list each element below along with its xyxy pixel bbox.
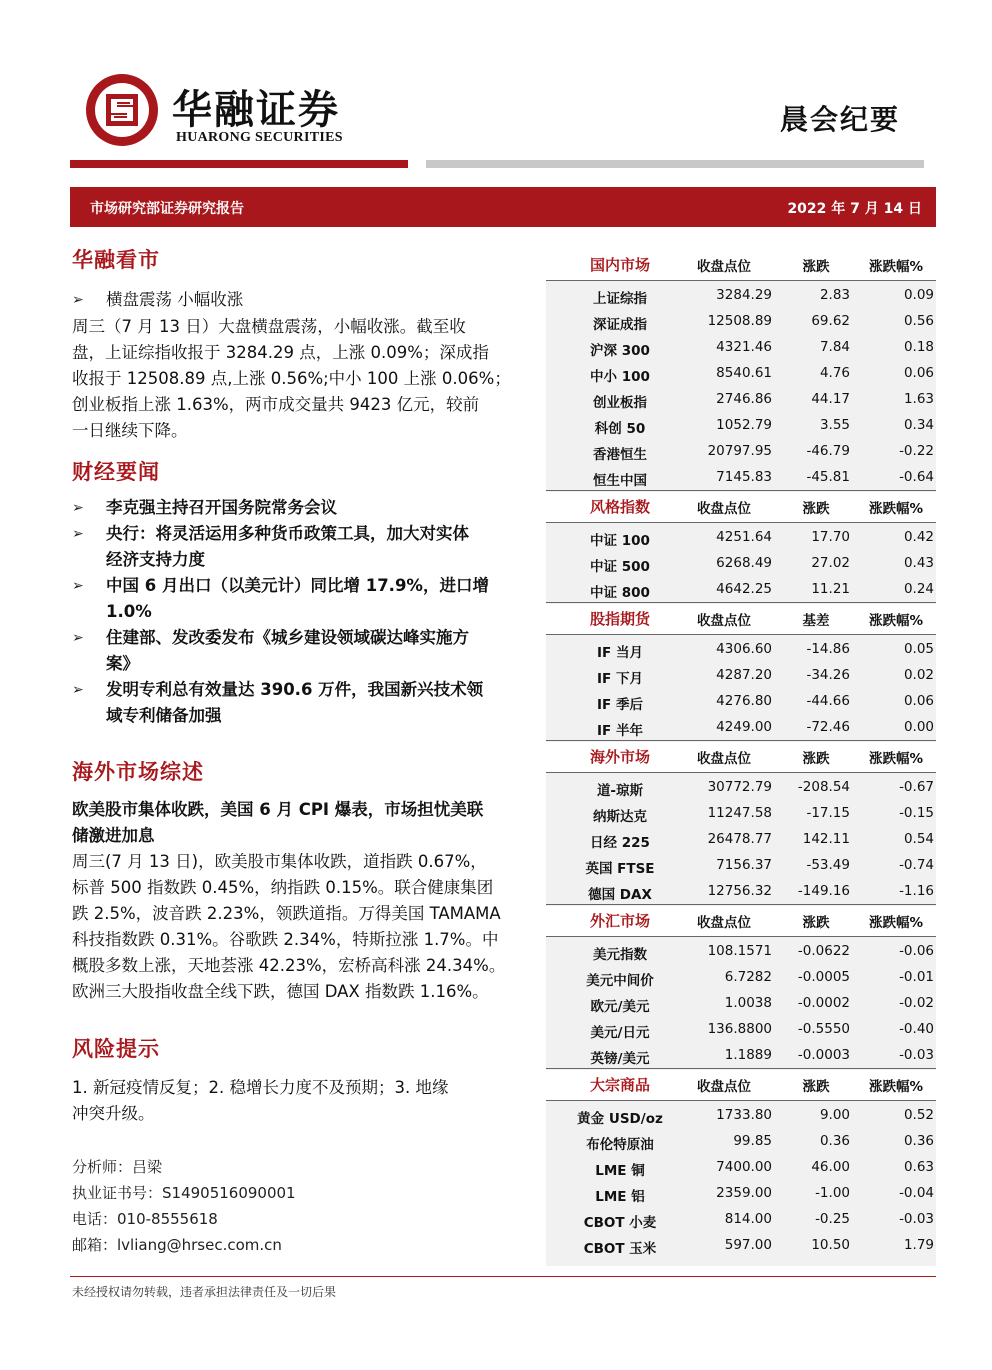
row-value: 0.34 — [903, 417, 934, 433]
table-section-header — [546, 250, 936, 280]
table-separator — [546, 522, 936, 523]
analyst-phone: 电话：010-8555618 — [72, 1210, 218, 1228]
row-value: -45.81 — [806, 469, 850, 485]
table-column-header: 基差 — [802, 613, 830, 629]
table-separator — [546, 602, 936, 603]
row-value: 7145.83 — [716, 469, 772, 485]
row-label: IF 下月 — [597, 671, 643, 687]
report-type: 晨会纪要 — [780, 103, 901, 136]
text-line: 收报于 12508.89 点,上涨 0.56%;中小 100 上涨 0.06%； — [72, 369, 511, 388]
row-value: 142.11 — [802, 831, 850, 847]
row-label: 上证综指 — [593, 291, 647, 307]
row-value: -149.16 — [797, 883, 850, 899]
text-line: 发明专利总有效量达 390.6 万件，我国新兴技术领 — [106, 680, 484, 699]
table-row — [546, 662, 936, 688]
banner-department: 市场研究部证券研究报告 — [90, 201, 244, 217]
row-label: IF 季后 — [597, 697, 643, 713]
text-line: 跌 2.5%，波音跌 2.23%，领跌道指。万得美国 TAMAMA — [72, 904, 501, 923]
row-value: -208.54 — [797, 779, 850, 795]
table-row — [546, 1206, 936, 1232]
row-value: -0.04 — [899, 1185, 934, 1201]
table-row — [546, 464, 936, 490]
row-label: 中证 800 — [590, 585, 650, 601]
row-label: 道-琼斯 — [596, 783, 644, 799]
table-row — [546, 636, 936, 662]
table-section-header — [546, 604, 936, 634]
row-value: -0.0002 — [797, 995, 850, 1011]
table-column-header: 涨跌幅% — [868, 501, 924, 517]
text-line: 1. 新冠疫情反复；2. 稳增长力度不及预期；3. 地缘 — [72, 1078, 449, 1097]
table-row — [546, 524, 936, 550]
row-value: 4287.20 — [716, 667, 772, 683]
row-value: -1.00 — [815, 1185, 850, 1201]
table-section-header — [546, 492, 936, 522]
row-value: 0.24 — [903, 581, 934, 597]
text-line: 经济支持力度 — [106, 550, 205, 569]
table-row — [546, 282, 936, 308]
table-separator — [546, 490, 936, 491]
row-value: 0.06 — [903, 693, 934, 709]
text-line: 一日继续下降。 — [72, 421, 188, 440]
row-value: 1052.79 — [716, 417, 772, 433]
row-value: -0.0005 — [797, 969, 850, 985]
row-value: 11.21 — [811, 581, 850, 597]
row-value: 108.1571 — [707, 943, 772, 959]
table-section-header — [546, 906, 936, 936]
header-divider-gray — [426, 160, 924, 168]
table-section-title: 外汇市场 — [589, 912, 650, 930]
row-value: 597.00 — [724, 1237, 772, 1253]
table-separator — [546, 1068, 936, 1069]
row-value: -0.0003 — [797, 1047, 850, 1063]
table-section-title: 股指期货 — [589, 610, 650, 628]
row-value: 2746.86 — [716, 391, 772, 407]
analyst-email: 邮箱：lvliang@hrsec.com.cn — [72, 1236, 282, 1254]
row-value: 1.0038 — [724, 995, 772, 1011]
row-value: 0.42 — [903, 529, 934, 545]
text-line: 盘，上证综指收报于 3284.29 点，上涨 0.09%；深成指 — [72, 343, 489, 362]
text-line: 概股多数上涨，天地荟涨 42.23%，宏桥高科涨 24.34%。 — [72, 956, 506, 975]
row-value: 8540.61 — [716, 365, 772, 381]
row-value: 9.00 — [819, 1107, 850, 1123]
row-value: -0.03 — [899, 1211, 934, 1227]
row-value: -0.25 — [815, 1211, 850, 1227]
row-label: 黄金 USD/oz — [577, 1111, 663, 1127]
row-label: 香港恒生 — [593, 447, 647, 463]
table-column-header: 涨跌幅% — [868, 751, 924, 767]
row-value: 0.43 — [903, 555, 934, 571]
overseas-paragraph — [72, 849, 544, 1005]
row-value: -0.67 — [899, 779, 934, 795]
row-label: 英国 FTSE — [585, 861, 655, 877]
row-value: 0.02 — [903, 667, 934, 683]
row-label: CBOT 小麦 — [583, 1215, 657, 1231]
table-column-header: 涨跌幅% — [868, 259, 924, 275]
brand-name-cn: 华融证券 — [172, 86, 340, 133]
table-row — [546, 964, 936, 990]
row-label: LME 铜 — [595, 1163, 645, 1179]
row-value: 17.70 — [811, 529, 850, 545]
row-label: 欧元/美元 — [590, 999, 650, 1015]
row-value: 0.36 — [903, 1133, 934, 1149]
table-row — [546, 334, 936, 360]
table-row — [546, 550, 936, 576]
table-row — [546, 990, 936, 1016]
arrow-bullet-icon: ➢ — [72, 500, 84, 516]
row-value: 3.55 — [819, 417, 850, 433]
row-value: 0.56 — [903, 313, 934, 329]
table-row — [546, 1154, 936, 1180]
row-label: 美元/日元 — [590, 1025, 650, 1041]
row-value: -0.15 — [899, 805, 934, 821]
table-row — [546, 714, 936, 740]
row-value: 0.05 — [903, 641, 934, 657]
text-line: 李克强主持召开国务院常务会议 — [106, 498, 337, 517]
row-label: 布伦特原油 — [586, 1137, 654, 1153]
row-value: 27.02 — [811, 555, 850, 571]
row-value: 0.00 — [903, 719, 934, 735]
table-column-header: 涨跌 — [802, 1079, 830, 1095]
row-label: 德国 DAX — [588, 887, 652, 903]
table-column-header: 涨跌幅% — [868, 1079, 924, 1095]
table-row — [546, 360, 936, 386]
arrow-bullet-icon: ➢ — [72, 682, 84, 698]
row-label: LME 铝 — [595, 1189, 645, 1205]
row-value: -0.74 — [899, 857, 934, 873]
row-label: CBOT 玉米 — [583, 1241, 657, 1257]
arrow-bullet-icon: ➢ — [72, 630, 84, 646]
text-line: 1.0% — [106, 602, 152, 621]
row-value: -46.79 — [806, 443, 850, 459]
row-value: -72.46 — [806, 719, 850, 735]
row-value: -0.64 — [899, 469, 934, 485]
row-value: 4276.80 — [716, 693, 772, 709]
table-column-header: 涨跌 — [802, 751, 830, 767]
row-label: IF 当月 — [597, 645, 643, 661]
row-value: 30772.79 — [707, 779, 772, 795]
row-value: -0.5550 — [797, 1021, 850, 1037]
analyst-license: 执业证书号：S1490516090001 — [72, 1184, 296, 1202]
row-value: -17.15 — [806, 805, 850, 821]
text-line: 案》 — [106, 654, 139, 673]
row-label: 中证 500 — [590, 559, 650, 575]
table-row — [546, 1016, 936, 1042]
row-value: 69.62 — [811, 313, 850, 329]
market-paragraph — [72, 314, 544, 444]
row-value: 1.79 — [903, 1237, 934, 1253]
header-divider-red — [70, 160, 408, 168]
market-bullet-text: 横盘震荡 小幅收涨 — [106, 290, 244, 309]
row-value: 4249.00 — [716, 719, 772, 735]
row-value: -44.66 — [806, 693, 850, 709]
table-column-header: 涨跌 — [802, 915, 830, 931]
row-label: 英镑/美元 — [590, 1051, 650, 1067]
table-column-header: 收盘点位 — [697, 751, 751, 767]
row-value: -0.22 — [899, 443, 934, 459]
row-value: 99.85 — [733, 1133, 772, 1149]
text-line: 创业板指上涨 1.63%，两市成交量共 9423 亿元，较前 — [72, 395, 480, 414]
row-value: -14.86 — [806, 641, 850, 657]
overseas-headline — [72, 797, 544, 849]
table-column-header: 收盘点位 — [697, 613, 751, 629]
row-label: 日经 225 — [590, 835, 650, 851]
brand-name-en: HUARONG SECURITIES — [176, 130, 343, 145]
news-item — [72, 677, 544, 729]
table-separator — [546, 772, 936, 773]
row-value: -0.0622 — [797, 943, 850, 959]
text-line: 标普 500 指数跌 0.45%，纳指跌 0.15%。联合健康集团 — [72, 878, 494, 897]
row-value: 0.52 — [903, 1107, 934, 1123]
table-row — [546, 1180, 936, 1206]
news-item — [72, 625, 544, 677]
news-item — [72, 521, 544, 573]
row-value: 0.18 — [903, 339, 934, 355]
row-value: 4251.64 — [716, 529, 772, 545]
table-row — [546, 800, 936, 826]
arrow-bullet-icon: ➢ — [72, 578, 84, 594]
row-value: 0.09 — [903, 287, 934, 303]
table-section-title: 国内市场 — [589, 256, 650, 274]
row-value: 4306.60 — [716, 641, 772, 657]
arrow-bullet-icon: ➢ — [72, 292, 84, 308]
text-line: 周三(7 月 13 日)，欧美股市集体收跌，道指跌 0.67%， — [72, 852, 487, 871]
row-label: 中小 100 — [590, 369, 650, 385]
footer-divider — [70, 1276, 936, 1277]
row-value: 20797.95 — [707, 443, 772, 459]
section-title-market: 华融看市 — [72, 247, 160, 272]
risk-paragraph — [72, 1075, 544, 1127]
row-value: 46.00 — [811, 1159, 850, 1175]
row-value: 2359.00 — [716, 1185, 772, 1201]
text-line: 欧洲三大股指收盘全线下跌，德国 DAX 指数跌 1.16%。 — [72, 982, 489, 1001]
table-separator — [546, 904, 936, 905]
row-value: 0.36 — [819, 1133, 850, 1149]
section-title-news: 财经要闻 — [72, 459, 160, 484]
table-column-header: 涨跌 — [802, 259, 830, 275]
row-value: 136.8800 — [707, 1021, 772, 1037]
row-value: -1.16 — [899, 883, 934, 899]
row-value: 0.06 — [903, 365, 934, 381]
table-section-title: 风格指数 — [589, 498, 650, 516]
row-value: 4642.25 — [716, 581, 772, 597]
table-row — [546, 438, 936, 464]
table-separator — [546, 634, 936, 635]
row-value: 1.63 — [903, 391, 934, 407]
row-value: -34.26 — [806, 667, 850, 683]
row-value: 44.17 — [811, 391, 850, 407]
row-value: -0.02 — [899, 995, 934, 1011]
row-label: 中证 100 — [590, 533, 650, 549]
table-column-header: 涨跌 — [802, 501, 830, 517]
table-row — [546, 1128, 936, 1154]
row-label: IF 半年 — [597, 723, 643, 739]
row-value: -0.40 — [899, 1021, 934, 1037]
market-bullet — [72, 287, 544, 313]
table-row — [546, 308, 936, 334]
text-line: 住建部、发改委发布《城乡建设领域碳达峰实施方 — [106, 628, 469, 647]
text-line: 央行：将灵活运用多种货币政策工具，加大对实体 — [106, 524, 469, 543]
table-section-header — [546, 742, 936, 772]
row-value: -0.01 — [899, 969, 934, 985]
row-value: -0.03 — [899, 1047, 934, 1063]
text-line: 冲突升级。 — [72, 1104, 155, 1123]
table-separator — [546, 740, 936, 741]
row-value: -53.49 — [806, 857, 850, 873]
table-row — [546, 852, 936, 878]
news-item — [72, 495, 544, 521]
text-line: 域专利储备加强 — [106, 706, 222, 725]
row-value: 6.7282 — [724, 969, 772, 985]
section-title-overseas: 海外市场综述 — [72, 759, 204, 784]
table-row — [546, 412, 936, 438]
table-row — [546, 1042, 936, 1068]
row-value: 2.83 — [819, 287, 850, 303]
table-column-header: 收盘点位 — [697, 1079, 751, 1095]
table-row — [546, 1102, 936, 1128]
row-label: 美元中间价 — [586, 973, 654, 989]
row-value: 4.76 — [819, 365, 850, 381]
row-value: 3284.29 — [716, 287, 772, 303]
row-label: 沪深 300 — [590, 343, 650, 359]
row-value: 11247.58 — [707, 805, 772, 821]
row-value: 12508.89 — [707, 313, 772, 329]
text-line: 储激进加息 — [72, 826, 155, 845]
table-row — [546, 938, 936, 964]
text-line: 周三（7 月 13 日）大盘横盘震荡，小幅收涨。截至收 — [72, 317, 466, 336]
table-separator — [546, 280, 936, 281]
text-line: 科技指数跌 0.31%。谷歌跌 2.34%，特斯拉涨 1.7%。中 — [72, 930, 499, 949]
table-separator — [546, 1100, 936, 1101]
table-separator — [546, 936, 936, 937]
row-value: 1733.80 — [716, 1107, 772, 1123]
row-value: 814.00 — [724, 1211, 772, 1227]
row-value: 4321.46 — [716, 339, 772, 355]
table-column-header: 涨跌幅% — [868, 613, 924, 629]
table-section-title: 大宗商品 — [589, 1076, 650, 1094]
analyst-name: 分析师：吕梁 — [72, 1158, 163, 1176]
table-section-title: 海外市场 — [589, 748, 650, 766]
row-value: 26478.77 — [707, 831, 772, 847]
banner-date: 2022 年 7 月 14 日 — [787, 201, 922, 217]
section-title-risk: 风险提示 — [72, 1036, 160, 1061]
row-label: 美元指数 — [593, 947, 647, 963]
text-line: 中国 6 月出口（以美元计）同比增 17.9%，进口增 — [106, 576, 489, 595]
row-value: 1.1889 — [724, 1047, 772, 1063]
row-value: -0.06 — [899, 943, 934, 959]
table-column-header: 收盘点位 — [697, 915, 751, 931]
table-column-header: 收盘点位 — [697, 501, 751, 517]
table-column-header: 涨跌幅% — [868, 915, 924, 931]
text-line: 欧美股市集体收跌，美国 6 月 CPI 爆表，市场担忧美联 — [72, 800, 484, 819]
news-item — [72, 573, 544, 625]
row-value: 7.84 — [819, 339, 850, 355]
table-row — [546, 386, 936, 412]
arrow-bullet-icon: ➢ — [72, 526, 84, 542]
row-value: 0.54 — [903, 831, 934, 847]
footer-disclaimer: 未经授权请勿转载，违者承担法律责任及一切后果 — [72, 1285, 337, 1299]
row-value: 7156.37 — [716, 857, 772, 873]
row-label: 深证成指 — [593, 317, 647, 333]
table-row — [546, 688, 936, 714]
row-value: 7400.00 — [716, 1159, 772, 1175]
row-value: 12756.32 — [707, 883, 772, 899]
row-value: 6268.49 — [716, 555, 772, 571]
row-label: 纳斯达克 — [593, 809, 647, 825]
row-label: 创业板指 — [593, 395, 647, 411]
table-section-header — [546, 1070, 936, 1100]
row-value: 0.63 — [903, 1159, 934, 1175]
row-label: 科创 50 — [594, 421, 646, 437]
row-label: 恒生中国 — [593, 473, 647, 489]
table-column-header: 收盘点位 — [697, 259, 751, 275]
market-data-table — [546, 250, 936, 1266]
huarong-logo-icon — [84, 72, 160, 148]
table-row — [546, 1232, 936, 1258]
table-row — [546, 878, 936, 904]
table-row — [546, 826, 936, 852]
report-banner — [70, 187, 936, 227]
row-value: 10.50 — [811, 1237, 850, 1253]
table-row — [546, 774, 936, 800]
table-row — [546, 576, 936, 602]
